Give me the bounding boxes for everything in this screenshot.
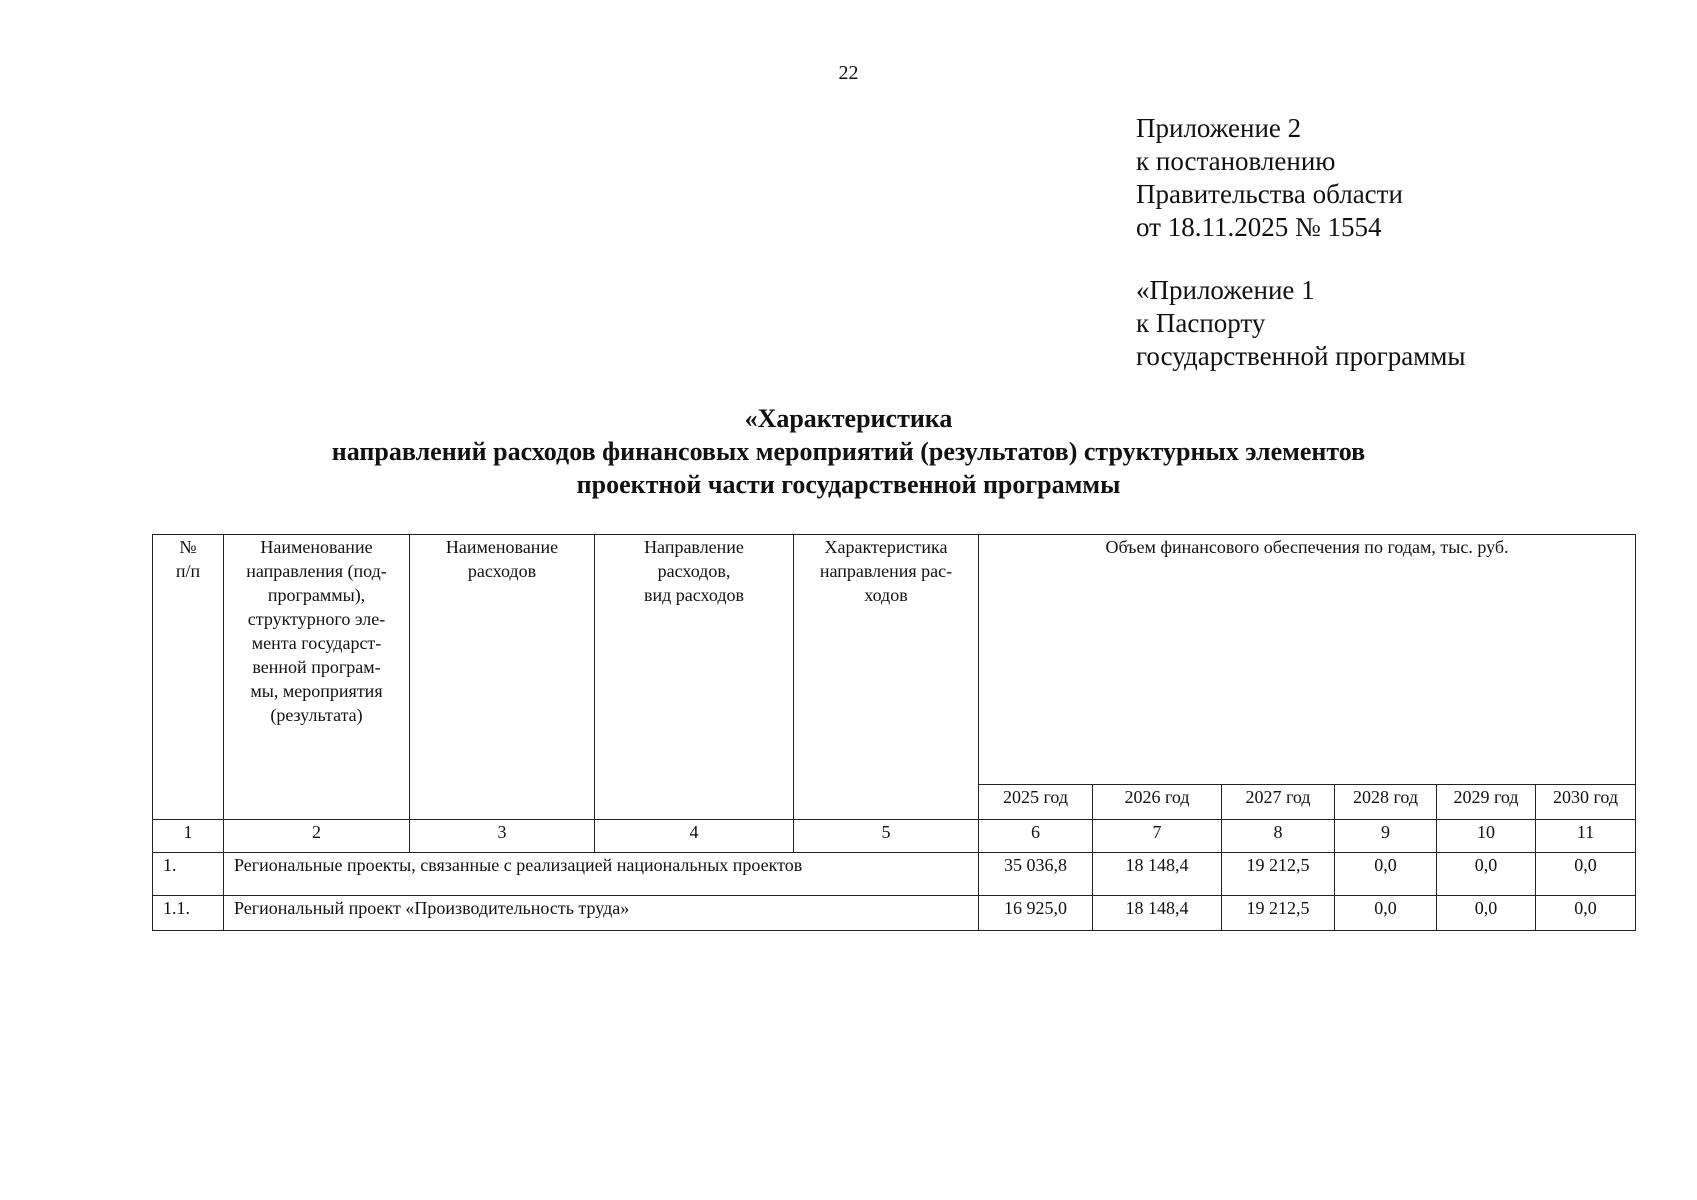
document-title <box>0 402 1697 501</box>
title-line: «Характеристика <box>744 404 953 433</box>
column-number: 3 <box>410 820 595 853</box>
year-header: 2025 год <box>979 785 1093 820</box>
title-line: проектной части государственной программы <box>576 470 1121 499</box>
passport-appendix-reference <box>1136 274 1466 373</box>
appendix-line: от 18.11.2025 № 1554 <box>1136 212 1382 242</box>
value-2029: 0,0 <box>1437 896 1536 931</box>
value-2029: 0,0 <box>1437 853 1536 896</box>
column-number: 9 <box>1335 820 1437 853</box>
column-number: 11 <box>1536 820 1636 853</box>
appendix-line: к постановлению <box>1136 146 1336 176</box>
appendix-reference <box>1136 112 1403 244</box>
column-number: 4 <box>595 820 794 853</box>
value-2030: 0,0 <box>1536 896 1636 931</box>
column-number: 1 <box>153 820 224 853</box>
value-2026: 18 148,4 <box>1093 853 1222 896</box>
row-name: Региональные проекты, связанные с реализацией национальных проектов <box>224 853 979 896</box>
value-2030: 0,0 <box>1536 853 1636 896</box>
year-header: 2029 год <box>1437 785 1536 820</box>
row-name: Региональный проект «Производительность труда» <box>224 896 979 931</box>
header-row <box>153 535 1636 785</box>
appendix-line: государственной программы <box>1136 341 1466 371</box>
table-row <box>153 853 1636 896</box>
value-2025: 35 036,8 <box>979 853 1093 896</box>
row-number: 1.1. <box>153 896 224 931</box>
header-direction-name: Наименование направления (под- программы), структурного эле- мента государст- венной програм- мы, мероприятия (результата) <box>224 535 410 820</box>
column-number: 2 <box>224 820 410 853</box>
column-number: 8 <box>1222 820 1335 853</box>
header-number: № п/п <box>153 535 224 820</box>
value-2028: 0,0 <box>1335 853 1437 896</box>
year-header: 2028 год <box>1335 785 1437 820</box>
appendix-line: к Паспорту <box>1136 308 1266 338</box>
value-2025: 16 925,0 <box>979 896 1093 931</box>
column-number: 7 <box>1093 820 1222 853</box>
value-2026: 18 148,4 <box>1093 896 1222 931</box>
expenditure-table <box>152 534 1636 931</box>
header-funding: Объем финансового обеспечения по годам, тыс. руб. <box>979 535 1636 785</box>
year-header: 2027 год <box>1222 785 1335 820</box>
value-2028: 0,0 <box>1335 896 1437 931</box>
column-number-row <box>153 820 1636 853</box>
appendix-line: Приложение 2 <box>1136 113 1302 143</box>
column-number: 5 <box>794 820 979 853</box>
appendix-line: Правительства области <box>1136 179 1403 209</box>
title-line: направлений расходов финансовых мероприятий (результатов) структурных элементов <box>331 437 1366 466</box>
year-header: 2030 год <box>1536 785 1636 820</box>
value-2027: 19 212,5 <box>1222 896 1335 931</box>
table-row <box>153 896 1636 931</box>
column-number: 6 <box>979 820 1093 853</box>
header-expense-characteristic: Характеристика направления рас- ходов <box>794 535 979 820</box>
row-number: 1. <box>153 853 224 896</box>
column-number: 10 <box>1437 820 1536 853</box>
appendix-line: «Приложение 1 <box>1136 275 1315 305</box>
year-header: 2026 год <box>1093 785 1222 820</box>
page-number: 22 <box>838 62 859 84</box>
value-2027: 19 212,5 <box>1222 853 1335 896</box>
header-expense-name: Наименование расходов <box>410 535 595 820</box>
header-expense-direction: Направление расходов, вид расходов <box>595 535 794 820</box>
